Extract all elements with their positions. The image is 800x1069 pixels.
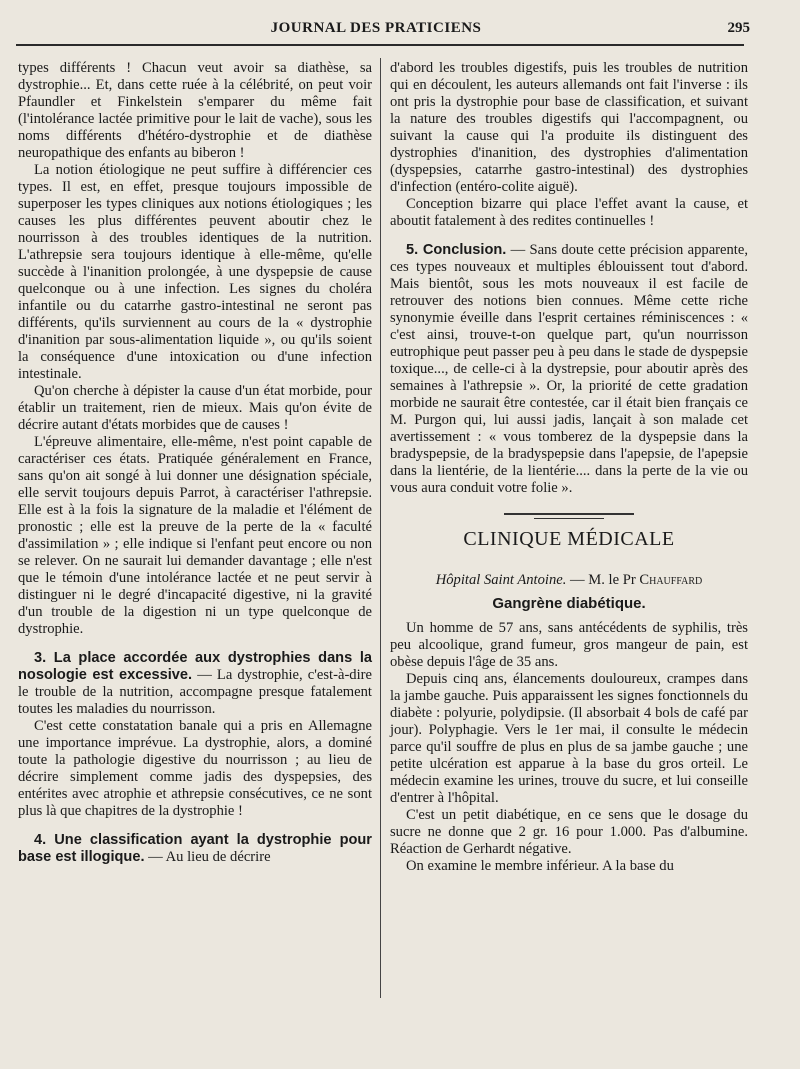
case-title: Gangrène diabétique. [492, 595, 646, 612]
subsection-text: — La dystrophie, c'est-à-dire le trouble de la nutrition, accompagne presque fatalement toutes les maladies du nourrisson. [18, 667, 373, 717]
subsection-heading: 4. Une classification ayant la dystrophie pour base est illogique. [18, 832, 372, 865]
spacer [18, 820, 372, 832]
paragraph: C'est un petit diabétique, en ce sens que le dosage du sucre ne donne que 2 gr. 16 pour 1.000. Pas d'albumine. Réaction de Gerhardt négative. [390, 807, 748, 857]
subsection-paragraph [18, 832, 372, 866]
section-title: CLINIQUE MÉDICALE [463, 528, 675, 550]
paragraph: Un homme de 57 ans, sans antécédents de syphilis, très peu alcoolique, grand fumeur, gros mangeur de pain, est obèse depuis l'âge de 35 ans. [390, 620, 748, 670]
paragraph: La notion étiologique ne peut suffire à différencier ces types. Il est, en effet, presque toujours impossible de superposer les types cliniques aux notions étiologiques ; les causes les plus différentes peuvent aboutir chez le nourrisson à des troubles identiques de la nutrition. L'athrepsie sera toujours identique à elle-même, qu'elle succède à l'inanition prolongée, à une dyspepsie de cause quelconque ou à une infection. Les signes du choléra infantile ou du catarrhe gastro-intestinal ne seront pas différents, qu'ils surviennent au cours de la « dystrophie d'inanition par sous-alimentation liquide », ou qu'ils soient la conséquence d'une intoxication ou d'une infection intestinale. [18, 162, 372, 382]
paragraph: L'épreuve alimentaire, elle-même, n'est point capable de caractériser ces états. Pratiquée généralement en France, sans qu'on ait songé à lui donner une désignation spéciale, elle servit toujours depuis Parrot, à caractériser l'athrepsie. Elle est à la fois la signature de la maladie et l'élément de pronostic ; elle est la preuve de la perte de la « faculté d'assimilation » ; elle indique si l'enfant peut encore ou non se relever. On ne saurait lui demander davantage ; elle n'est que le témoin d'une intolérance lactée et ne peut servir à distinguer ni le degré d'incapacité digestive, ni la gravité d'un trouble de la digestion ni un type quelconque de dystrophie. [18, 434, 372, 637]
paragraph: Conception bizarre qui place l'effet avant la cause, et aboutit fatalement à des redites continuelles ! [390, 196, 748, 229]
paragraph: On examine le membre inférieur. A la base du [406, 858, 674, 874]
subsection-heading: 3. La place accordée aux dystrophies dans la nosologie est excessive. [18, 650, 372, 683]
spacer [390, 230, 748, 242]
ornament-rule [534, 518, 604, 519]
section-ornament [390, 513, 748, 519]
spacer [18, 638, 372, 650]
subsection-text: — Au lieu de décrire [144, 849, 271, 865]
subsection-heading: 5. Conclusion. [406, 242, 507, 258]
right-column [390, 60, 748, 875]
ornament-rule [504, 513, 634, 515]
professor-name: Chauffard [639, 572, 703, 588]
page-header [16, 18, 750, 42]
paragraph: Qu'on cherche à dépister la cause d'un état morbide, pour établir un traitement, rien de mieux. Mais qu'on évite de décrire autant d'états morbides que de causes ! [18, 383, 372, 433]
subsection-paragraph [18, 650, 372, 718]
paragraph: d'abord les troubles digestifs, puis les troubles de nutrition qui en découlent, les auteurs allemands ont fait l'inverse : ils ont pris la dystrophie pour base de classification, et suivant la nature des troubles digestifs qui l'accompagnent, ou suivant la cause qui l'a produite ils distinguent des dystrophies d'inanition, des dystrophies d'alimentation (dyspepsies, catarrhe gastro-intestinal) des dystrophies d'infection (entéro-colite aiguë). [390, 60, 748, 195]
column-divider [380, 58, 381, 998]
hospital-name: Hôpital Saint Antoine. [435, 572, 567, 588]
journal-title: JOURNAL DES PRATICIENS [270, 20, 482, 36]
paragraph: C'est cette constatation banale qui a pris en Allemagne une importance imprévue. La dystrophie, alors, a dominé toute la pathologie digestive du nourrisson ; au lieu de décrire simplement comme jadis des dyspepsies, des entérites avec atrophie et athrepsie consécutives, ce ne sont plus là que chapitres de la dystrophie ! [18, 718, 372, 819]
hospital-line [390, 572, 748, 589]
subsection-text: — Sans doute cette précision apparente, ces types nouveaux et multiples éblouissent tout d'abord. Mais bientôt, sous les mots nouveaux il est facile de retrouver des notions bien connues. Même cette riche synonymie éveille dans l'esprit certaines réminiscences : « c'est ainsi, trouve-t-on quelque part, qu'un nourrisson eutrophique peut passer peu à peu dans le stade de dyspepsie toxique..., de celle-ci à la dystrepsie, pour aboutir après des semaines à l'athrepsie ». Or, la priorité de cette gradation morbide ne saurait être contestée, car il était bien français ce M. Purgon qui, lui aussi jadis, lançait à son malade cet avertissement : « vous tomberez de la dyspepsie dans la bradyspepsie, de la bradyspepsie dans l'apepsie, de l'apepsie dans la lientérie, de la lientérie.... dans la perte de la vie ou vous aura conduit votre folie ». [390, 242, 748, 496]
left-column [18, 60, 372, 866]
header-rule [16, 44, 744, 46]
paragraph: types différents ! Chacun veut avoir sa diathèse, sa dystrophie... Et, dans cette ruée à la célébrité, on peut voir Pfaundler et Finkelstein s'emparer du même fait (l'intolérance lactée primitive pour le lait de vache), sous les noms différents d'hétéro-dystrophie et de diathèse neuropathique des enfants au biberon ! [18, 60, 372, 161]
paragraph: Depuis cinq ans, élancements douloureux, crampes dans la jambe gauche. Puis apparaissent les signes fonctionnels du diabète : polyurie, polydipsie. (Il absorbait 4 bols de café par jour). Polyphagie. Vers le 1er mai, il consulte le médecin parce qu'il souffre de plus en plus de sa jambe gauche ; une petite ulcération est apparue à la base du gros orteil. Le médecin examine les urines, trouve du sucre, et lui conseille d'entrer à l'hôpital. [390, 671, 748, 806]
hospital-rest: — M. le Pr [566, 572, 640, 588]
subsection-paragraph [390, 242, 748, 497]
page-number: 295 [727, 20, 750, 36]
